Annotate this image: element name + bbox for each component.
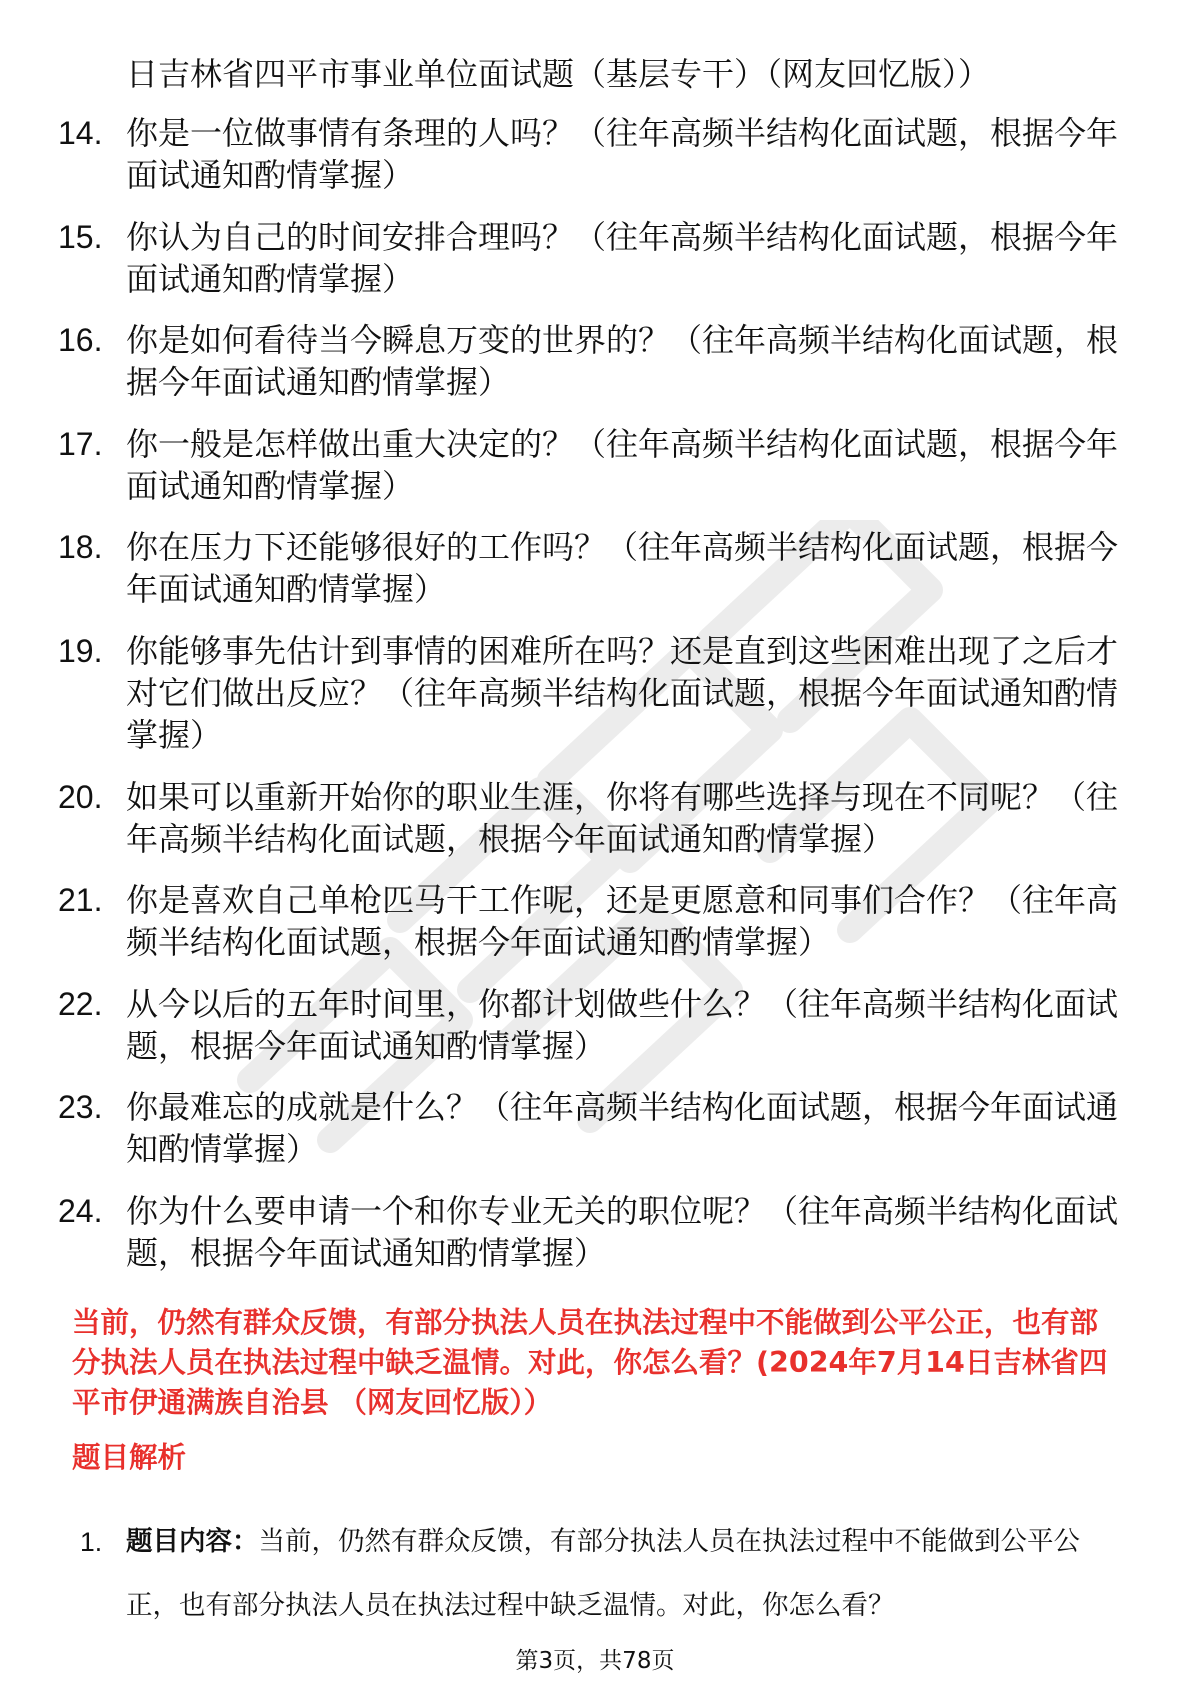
- list-item: [58, 526, 1118, 610]
- list-item: [58, 319, 1118, 403]
- list-item-number: 22.: [58, 985, 103, 1022]
- list-item: [58, 1190, 1118, 1274]
- list-item: [58, 1086, 1118, 1170]
- list-item-text: 你是如何看待当今瞬息万变的世界的？（往年高频半结构化面试题，根据今年面试通知酌情掌握）: [126, 321, 1119, 402]
- list-item-number: 20.: [58, 778, 103, 815]
- list-item: [58, 423, 1118, 507]
- list-item: [58, 216, 1118, 300]
- list-item: [58, 630, 1118, 756]
- continuation-line: 日吉林省四平市事业单位面试题（基层专干）（网友回忆版））: [126, 55, 991, 93]
- list-item-text: 你能够事先估计到事情的困难所在吗？还是直到这些困难出现了之后才对它们做出反应？（往年高频半结构化面试题，根据今年面试通知酌情掌握）: [126, 631, 1119, 754]
- list-item-text: 你认为自己的时间安排合理吗？（往年高频半结构化面试题，根据今年面试通知酌情掌握）: [126, 217, 1119, 298]
- list-item-text: 如果可以重新开始你的职业生涯，你将有哪些选择与现在不同呢？（往年高频半结构化面试题，根据今年面试通知酌情掌握）: [126, 777, 1119, 858]
- list-item-number: 17.: [58, 425, 103, 462]
- analysis-item: [80, 1510, 1125, 1638]
- list-item-text: 从今以后的五年时间里，你都计划做些什么？（往年高频半结构化面试题，根据今年面试通知酌情掌握）: [126, 984, 1119, 1065]
- list-item-number: 14.: [58, 115, 103, 151]
- list-item-text: 你为什么要申请一个和你专业无关的职位呢？（往年高频半结构化面试题，根据今年面试通知酌情掌握）: [126, 1191, 1119, 1272]
- list-item-number: 18.: [58, 529, 103, 566]
- list-item-number: 23.: [58, 1089, 103, 1126]
- list-item: [58, 776, 1118, 860]
- list-item-number: 19.: [58, 632, 103, 669]
- analysis-item-number: 1.: [80, 1527, 103, 1557]
- list-item: [58, 983, 1118, 1067]
- page-number: 第3页，共78页: [515, 1648, 675, 1674]
- list-item: [58, 879, 1118, 963]
- list-item: [58, 112, 1118, 196]
- question-list: [58, 112, 1118, 1294]
- list-item-number: 24.: [58, 1192, 103, 1229]
- list-item-number: 16.: [58, 322, 103, 359]
- list-item-text: 你是喜欢自己单枪匹马干工作呢，还是更愿意和同事们合作？（往年高频半结构化面试题，根据今年面试通知酌情掌握）: [126, 881, 1119, 962]
- list-item-number: 15.: [58, 218, 103, 255]
- analysis-item-label: 题目内容：: [126, 1526, 259, 1557]
- analysis-list: [80, 1510, 1125, 1638]
- highlighted-question: 当前，仍然有群众反馈，有部分执法人员在执法过程中不能做到公平公正，也有部分执法人员在执法过程中缺乏温情。对此，你怎么看？(2024年7月14日吉林省四平市伊通满族自治县 （网友回忆版））: [72, 1306, 1108, 1419]
- list-item-text: 你一般是怎样做出重大决定的？（往年高频半结构化面试题，根据今年面试通知酌情掌握）: [126, 424, 1119, 505]
- list-item-text: 你在压力下还能够很好的工作吗？（往年高频半结构化面试题，根据今年面试通知酌情掌握）: [126, 528, 1119, 609]
- analysis-item-text: 当前，仍然有群众反馈，有部分执法人员在执法过程中不能做到公平公正，也有部分执法人员在执法过程中缺乏温情。对此，你怎么看？: [126, 1526, 1080, 1621]
- list-item-number: 21.: [58, 882, 103, 919]
- list-item-text: 你是一位做事情有条理的人吗？（往年高频半结构化面试题，根据今年面试通知酌情掌握）: [126, 114, 1119, 194]
- list-item-text: 你最难忘的成就是什么？（往年高频半结构化面试题，根据今年面试通知酌情掌握）: [126, 1088, 1119, 1169]
- analysis-heading: 题目解析: [72, 1441, 187, 1474]
